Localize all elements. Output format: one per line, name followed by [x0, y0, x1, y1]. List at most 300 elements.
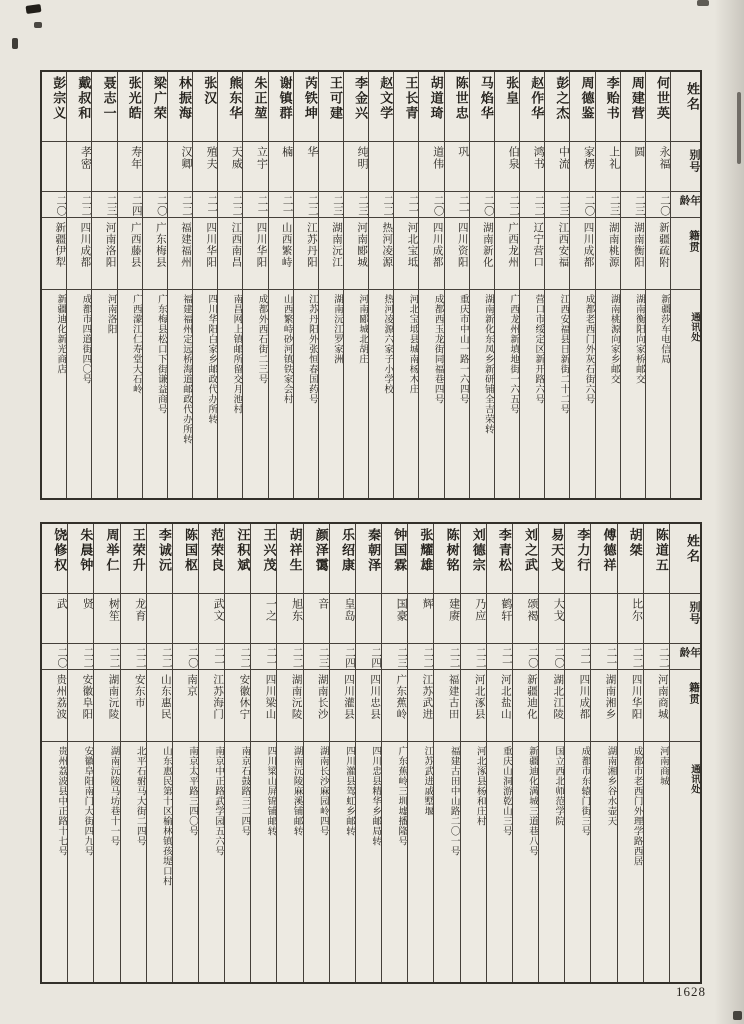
- entry-native-place: 四川华阳: [193, 218, 217, 290]
- entry-name: 李诚沅: [147, 524, 172, 594]
- entry-column: [519, 72, 544, 498]
- entry-column: [393, 72, 418, 498]
- entry-name: 李金兴: [344, 72, 368, 142]
- entry-alias: [42, 142, 66, 192]
- entry-column: [433, 524, 459, 982]
- directory-table-upper: [40, 70, 702, 500]
- entry-alias: 楠: [269, 142, 293, 192]
- entry-address: 北平石驸马大街二四号: [134, 746, 145, 846]
- entry-age: 二〇: [513, 644, 538, 670]
- entry-address: 江西安福县日新街二十二号: [558, 294, 569, 414]
- entry-address: 广西龙州新填地街一六五号: [508, 294, 519, 414]
- entry-alias: 寿年: [118, 142, 142, 192]
- entry-alias: 旭东: [277, 594, 302, 644]
- entry-address: 山西繁峙砂河镇铁家会村: [281, 294, 292, 404]
- entry-address: 河南商城: [657, 746, 668, 786]
- entry-native-place: 江苏海门: [199, 670, 224, 742]
- entry-address: 南京石鼓路三二四号: [239, 746, 250, 836]
- entry-address: 安徽阜阳南门大街四九号: [82, 746, 93, 856]
- entry-alias: [92, 142, 116, 192]
- entry-column: [276, 524, 302, 982]
- entry-age: 二二: [618, 644, 643, 670]
- entry-alias: 中流: [545, 142, 569, 192]
- entry-native-place: 四川资阳: [445, 218, 469, 290]
- entry-alias: 龙育: [121, 594, 146, 644]
- entry-alias: [644, 594, 669, 644]
- entry-column: [418, 72, 443, 498]
- entry-alias: 纯明: [344, 142, 368, 192]
- entry-name: 胡道琦: [419, 72, 443, 142]
- entry-name: 傅德祥: [591, 524, 616, 594]
- entry-column: [512, 524, 538, 982]
- entry-native-place: 四川成都: [419, 218, 443, 290]
- entry-age: 二〇: [42, 644, 67, 670]
- entry-column: [93, 524, 119, 982]
- entry-age: 二三: [382, 644, 407, 670]
- entry-column: [217, 72, 242, 498]
- header-name-label: 姓名: [670, 524, 700, 594]
- entry-column: [564, 524, 590, 982]
- entry-address: 新疆迪化满城三道巷八号: [527, 746, 538, 856]
- entry-alias: [143, 142, 167, 192]
- entry-address: 江苏武进戚墅堰: [422, 746, 433, 816]
- entry-name: 李青松: [487, 524, 512, 594]
- entry-native-place: 安东市: [121, 670, 146, 742]
- entry-native-place: 四川华阳: [618, 670, 643, 742]
- entry-address: 河北宝坻县城南杨木庄: [407, 294, 418, 394]
- entry-age: 二〇: [419, 192, 443, 218]
- entry-age: 二二: [461, 644, 486, 670]
- entry-alias: 树笙: [94, 594, 119, 644]
- entry-native-place: 福建福州: [168, 218, 192, 290]
- entry-column: [42, 524, 67, 982]
- entry-address: 福建福州定远桥海道邮政代办所转: [181, 294, 192, 444]
- entry-native-place: 湖南新化: [470, 218, 494, 290]
- entry-age: 二二: [225, 644, 250, 670]
- entry-column: [120, 524, 146, 982]
- entry-age: 二一: [243, 192, 267, 218]
- entry-column: [303, 524, 329, 982]
- entry-name: 谢镇群: [269, 72, 293, 142]
- header-name-label: 姓名: [671, 72, 700, 142]
- entry-column: [117, 72, 142, 498]
- entry-name: 梁广荣: [143, 72, 167, 142]
- entry-alias: 伯泉: [495, 142, 519, 192]
- entry-column: [142, 72, 167, 498]
- entry-address: 重庆市中山一路一六四号: [457, 294, 468, 404]
- entry-column: [569, 72, 594, 498]
- entry-address: 重庆山洞游乾山三号: [500, 746, 511, 836]
- entry-name: 周建营: [621, 72, 645, 142]
- entry-address: 河北涿县杨和庄村: [474, 746, 485, 826]
- entry-age: 二二: [218, 192, 242, 218]
- scan-artifact: [12, 38, 18, 49]
- entry-name: 张光皓: [118, 72, 142, 142]
- entry-alias: 立宇: [243, 142, 267, 192]
- entry-age: 二二: [68, 644, 93, 670]
- header-column: [670, 72, 700, 498]
- entry-column: [224, 524, 250, 982]
- entry-native-place: 贵州荔波: [42, 670, 67, 742]
- entry-column: [198, 524, 224, 982]
- entry-column: [146, 524, 172, 982]
- entry-age: 二三: [304, 644, 329, 670]
- entry-column: [590, 524, 616, 982]
- scan-artifact: [34, 22, 42, 28]
- entry-age: 二三: [545, 192, 569, 218]
- entry-alias: 比尔: [618, 594, 643, 644]
- entry-native-place: 湖南沅江: [319, 218, 343, 290]
- entry-name: 王兴茂: [251, 524, 276, 594]
- entry-alias: 武文: [199, 594, 224, 644]
- entry-alias: 颂褐: [513, 594, 538, 644]
- entry-age: 二三: [92, 192, 116, 218]
- entry-address: 湖南桃源向家乡邮交: [608, 294, 619, 384]
- entry-name: 颜泽霭: [304, 524, 329, 594]
- entry-age: 二三: [621, 192, 645, 218]
- entry-age: 二一: [591, 644, 616, 670]
- entry-name: 熊东华: [218, 72, 242, 142]
- entry-address: 湖南沅陵马坊巷十一号: [108, 746, 119, 846]
- entry-age: 二二: [408, 644, 433, 670]
- header-age-label: 年龄: [671, 192, 700, 218]
- entry-column: [494, 72, 519, 498]
- entry-column: [460, 524, 486, 982]
- entry-age: 二四: [118, 192, 142, 218]
- entry-age: 二一: [445, 192, 469, 218]
- entry-column: [469, 72, 494, 498]
- entry-native-place: 新疆伊犁: [42, 218, 66, 290]
- entry-name: 朱晨钟: [68, 524, 93, 594]
- entry-name: 胡桀: [618, 524, 643, 594]
- entry-alias: 建赓: [434, 594, 459, 644]
- entry-age: 二四: [330, 644, 355, 670]
- entry-native-place: 广西藤县: [118, 218, 142, 290]
- entry-age: 二二: [94, 644, 119, 670]
- entry-age: 二一: [565, 644, 590, 670]
- entry-native-place: 南京: [173, 670, 198, 742]
- entry-age: 二二: [495, 192, 519, 218]
- entry-age: 二〇: [143, 192, 167, 218]
- entry-column: [538, 524, 564, 982]
- entry-address: 广东梅县松口下街谦益商号: [155, 294, 166, 414]
- entry-name: 陈树铭: [434, 524, 459, 594]
- entry-native-place: 四川华阳: [243, 218, 267, 290]
- entry-age: 二二: [277, 644, 302, 670]
- entry-native-place: 安徽阜阳: [68, 670, 93, 742]
- entry-address: 成都西玉龙街同福巷四号: [432, 294, 443, 404]
- entry-address: 贵州荔波县中正路十七号: [56, 746, 67, 856]
- entry-native-place: 四川忠县: [356, 670, 381, 742]
- entry-address: 河南郾城北胡庄: [357, 294, 368, 364]
- entry-alias: 一之: [251, 594, 276, 644]
- entry-address: 福建古田中山路二〇一号: [448, 746, 459, 856]
- entry-name: 汪积斌: [225, 524, 250, 594]
- entry-alias: 道伟: [419, 142, 443, 192]
- entry-name: 易天戈: [539, 524, 564, 594]
- entry-native-place: 新疆迪化: [513, 670, 538, 742]
- entry-native-place: 河南洛阳: [92, 218, 116, 290]
- entry-age: 二三: [319, 192, 343, 218]
- entry-alias: [225, 594, 250, 644]
- entry-alias: [147, 594, 172, 644]
- entry-alias: [319, 142, 343, 192]
- entry-alias: 上礼: [596, 142, 620, 192]
- entry-column: [544, 72, 569, 498]
- entry-column: [407, 524, 433, 982]
- entry-age: 二一: [251, 644, 276, 670]
- entry-age: 二一: [269, 192, 293, 218]
- entry-column: [242, 72, 267, 498]
- entry-native-place: 辽宁营口: [520, 218, 544, 290]
- header-address-label: 通讯处: [689, 764, 699, 794]
- entry-alias: [470, 142, 494, 192]
- entry-native-place: 四川成都: [565, 670, 590, 742]
- entry-name: 王荣升: [121, 524, 146, 594]
- entry-native-place: 湖南沅陵: [277, 670, 302, 742]
- entry-native-place: 广东蕉岭: [382, 670, 407, 742]
- entry-age: 二二: [520, 192, 544, 218]
- entry-age: 二二: [369, 192, 393, 218]
- entry-age: 二〇: [570, 192, 594, 218]
- entry-native-place: 湖南桃源: [596, 218, 620, 290]
- entry-age: 二三: [596, 192, 620, 218]
- entry-name: 戴叔和: [67, 72, 91, 142]
- entry-native-place: 河北涿县: [461, 670, 486, 742]
- entry-column: [444, 72, 469, 498]
- entry-alias: 武: [42, 594, 67, 644]
- entry-address: 湖南长沙麻园岭四号: [317, 746, 328, 836]
- entry-name: 王可建: [319, 72, 343, 142]
- entry-address: 四川华阳白家乡邮政代办所转: [206, 294, 217, 424]
- entry-column: [318, 72, 343, 498]
- entry-name: 聂志一: [92, 72, 116, 142]
- entry-column: [250, 524, 276, 982]
- entry-alias: 巩: [445, 142, 469, 192]
- entry-name: 芮铁坤: [294, 72, 318, 142]
- entry-name: 彭宗义: [42, 72, 66, 142]
- entry-column: [645, 72, 670, 498]
- entry-name: 张汉: [193, 72, 217, 142]
- entry-native-place: 江苏丹阳: [294, 218, 318, 290]
- entry-name: 周德鉴: [570, 72, 594, 142]
- entry-alias: [173, 594, 198, 644]
- entry-address: 成都外西石街二三号: [256, 294, 267, 384]
- entry-alias: [591, 594, 616, 644]
- entry-name: 刘之武: [513, 524, 538, 594]
- entry-column: [355, 524, 381, 982]
- entry-native-place: 湖北江陵: [539, 670, 564, 742]
- entry-name: 王长青: [394, 72, 418, 142]
- entry-address: 四川梁山屏锦铺邮转: [265, 746, 276, 836]
- entry-name: 秦朝泽: [356, 524, 381, 594]
- entry-native-place: 湖南沅陵: [94, 670, 119, 742]
- entry-address: 湖南沅江罗家洲: [331, 294, 342, 364]
- entry-name: 张皇: [495, 72, 519, 142]
- entry-name: 朱正堃: [243, 72, 267, 142]
- entry-alias: 华: [294, 142, 318, 192]
- entry-column: [67, 524, 93, 982]
- entry-native-place: 河南郾城: [344, 218, 368, 290]
- entry-address: 广西濛江仁寿堂大石岭: [130, 294, 141, 394]
- entry-name: 张耀雄: [408, 524, 433, 594]
- entry-alias: 音: [304, 594, 329, 644]
- entry-address: 湖南新化东凤乡新研铺全吉荣转: [482, 294, 493, 434]
- entry-age: 二二: [168, 192, 192, 218]
- entry-column: [66, 72, 91, 498]
- entry-age: 二〇: [539, 644, 564, 670]
- entry-name: 赵文学: [369, 72, 393, 142]
- entry-column: [368, 72, 393, 498]
- entry-alias: 家楞: [570, 142, 594, 192]
- directory-table-lower: [40, 522, 702, 984]
- entry-address: 湖南衡阳向家桥邮交: [633, 294, 644, 384]
- entry-address: 湖南沅陵麻溪铺邮转: [291, 746, 302, 836]
- entry-alias: 殖夫: [193, 142, 217, 192]
- entry-address: 四川忠县精华乡邮局转: [370, 746, 381, 846]
- entry-native-place: 湖南衡阳: [621, 218, 645, 290]
- entry-age: 二〇: [646, 192, 670, 218]
- entry-age: 二二: [434, 644, 459, 670]
- scan-artifact: [733, 1011, 742, 1020]
- entry-name: 陈国枢: [173, 524, 198, 594]
- entry-address: 新疆莎车电信局: [659, 294, 669, 364]
- entry-alias: [369, 142, 393, 192]
- entry-address: 山东惠民第十区榆林镇孩堤口村: [160, 746, 171, 886]
- entry-name: 李贻书: [596, 72, 620, 142]
- entry-address: 国立西北师范学院: [553, 746, 564, 826]
- entry-native-place: 四川成都: [570, 218, 594, 290]
- entry-native-place: 福建古田: [434, 670, 459, 742]
- header-address-label: 通讯处: [689, 312, 699, 342]
- entry-age: 二一: [199, 644, 224, 670]
- entry-age: 二〇: [173, 644, 198, 670]
- entry-name: 范荣良: [199, 524, 224, 594]
- entry-address: 成都老西门外灰石街六号: [583, 294, 594, 404]
- entry-name: 赵作华: [520, 72, 544, 142]
- entry-address: 河南洛阳: [105, 294, 116, 334]
- entry-column: [268, 72, 293, 498]
- entry-age: 二二: [147, 644, 172, 670]
- entry-alias: 国豪: [382, 594, 407, 644]
- entry-alias: 孝密: [67, 142, 91, 192]
- entry-column: [192, 72, 217, 498]
- entry-address: 南昌网上镇邮所留交月池村: [231, 294, 242, 414]
- entry-native-place: 河北盐山: [487, 670, 512, 742]
- entry-native-place: 安徽休宁: [225, 670, 250, 742]
- header-native-label: 籍贯: [671, 218, 700, 290]
- entry-address: 南京太平路三四〇号: [187, 746, 197, 836]
- entry-column: [381, 524, 407, 982]
- entry-age: 二三: [344, 192, 368, 218]
- entry-alias: 永福: [646, 142, 670, 192]
- entry-age: 二〇: [42, 192, 66, 218]
- entry-name: 陈世忠: [445, 72, 469, 142]
- entry-age: 二二: [644, 644, 669, 670]
- entry-name: 何世英: [646, 72, 670, 142]
- entry-address: 成都市四道街四〇号: [80, 294, 91, 384]
- header-column: [669, 524, 700, 982]
- entry-alias: 大戈: [539, 594, 564, 644]
- entry-alias: 辉: [408, 594, 433, 644]
- entry-age: 二一: [487, 644, 512, 670]
- entry-address: 四川灌县驾虹乡邮转: [343, 746, 354, 836]
- entry-address: 江苏丹阳外张恒春国药号: [306, 294, 317, 404]
- entry-address: 南京中正路武学园五六号: [213, 746, 224, 856]
- page-number: 1628: [676, 984, 706, 999]
- header-alias-label: 别号: [671, 142, 700, 192]
- scan-artifact: [26, 4, 42, 14]
- entry-column: [343, 72, 368, 498]
- entry-name: 胡祥生: [277, 524, 302, 594]
- entry-alias: [356, 594, 381, 644]
- scan-artifact: [737, 92, 741, 164]
- entry-alias: 圆: [621, 142, 645, 192]
- entry-address: 营口市绥定区新开路六号: [533, 294, 544, 404]
- entry-age: 二二: [67, 192, 91, 218]
- entry-address: 热河凌源六家子小学校: [382, 294, 393, 394]
- entry-native-place: 湖南湘乡: [591, 670, 616, 742]
- header-alias-label: 别号: [670, 594, 700, 644]
- entry-native-place: 广西龙州: [495, 218, 519, 290]
- entry-native-place: 河南商城: [644, 670, 669, 742]
- header-age-label: 年龄: [670, 644, 700, 670]
- entry-age: 二二: [294, 192, 318, 218]
- entry-column: [643, 524, 669, 982]
- entry-name: 李力行: [565, 524, 590, 594]
- entry-age: 二〇: [470, 192, 494, 218]
- entry-address: 成都市东辕门街三号: [579, 746, 590, 836]
- entry-name: 乐绍康: [330, 524, 355, 594]
- entry-name: 彭之杰: [545, 72, 569, 142]
- entry-alias: [394, 142, 418, 192]
- entry-name: 饶修权: [42, 524, 67, 594]
- entry-name: 刘德宗: [461, 524, 486, 594]
- entry-native-place: 山西繁峙: [269, 218, 293, 290]
- entry-column: [486, 524, 512, 982]
- entry-native-place: 四川梁山: [251, 670, 276, 742]
- entry-column: [595, 72, 620, 498]
- entry-alias: 贤: [68, 594, 93, 644]
- entry-age: 二二: [121, 644, 146, 670]
- entry-column: [42, 72, 66, 498]
- entry-column: [167, 72, 192, 498]
- entry-alias: 鸿书: [520, 142, 544, 192]
- entry-native-place: 江苏武进: [408, 670, 433, 742]
- entry-address: 广东蕉岭三圳墟播隆号: [396, 746, 407, 846]
- entry-age: 二一: [394, 192, 418, 218]
- entry-native-place: 热河凌源: [369, 218, 393, 290]
- entry-name: 周举仁: [94, 524, 119, 594]
- entry-native-place: 江西南昌: [218, 218, 242, 290]
- entry-native-place: 新疆疏附: [646, 218, 670, 290]
- entry-name: 马焰华: [470, 72, 494, 142]
- entry-alias: 鹤轩: [487, 594, 512, 644]
- entry-age: 二四: [356, 644, 381, 670]
- entry-address: 成都市老西门外理学路西居: [631, 746, 642, 866]
- entry-age: 二一: [193, 192, 217, 218]
- entry-alias: [565, 594, 590, 644]
- entry-address: 新疆迪化新光商店: [55, 294, 66, 374]
- entry-name: 林振海: [168, 72, 192, 142]
- entry-native-place: 四川灌县: [330, 670, 355, 742]
- entry-column: [620, 72, 645, 498]
- entry-alias: 天威: [218, 142, 242, 192]
- entry-name: 钟国霖: [382, 524, 407, 594]
- entry-column: [91, 72, 116, 498]
- entry-alias: 乃应: [461, 594, 486, 644]
- scan-artifact: [697, 0, 709, 6]
